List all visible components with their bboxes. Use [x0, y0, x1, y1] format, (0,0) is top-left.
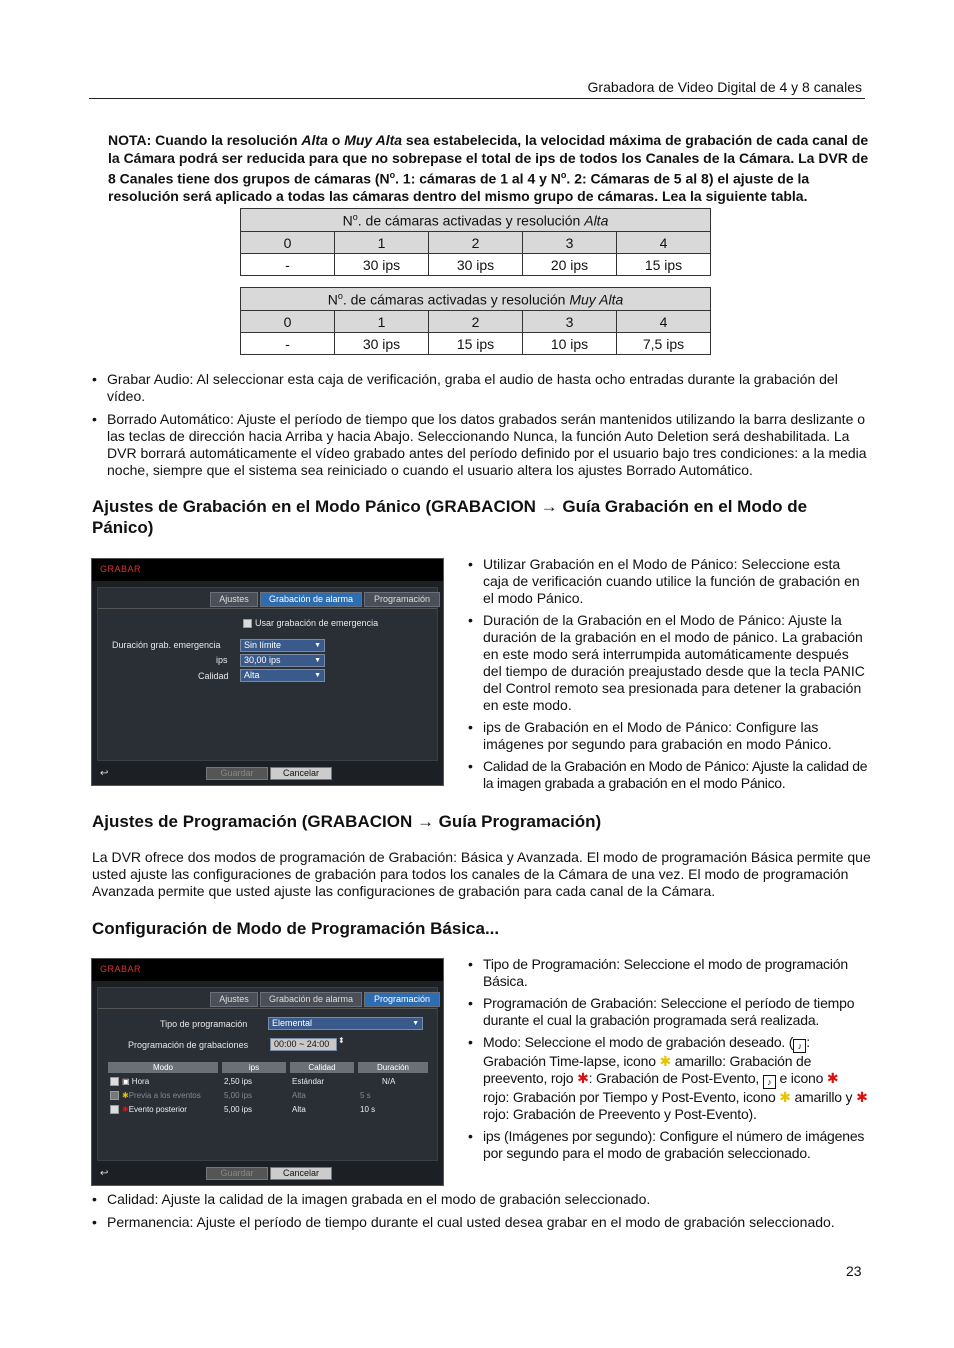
dvr-main [97, 587, 438, 761]
text-part: rojo: Grabación por Tiempo y Post-Evento, icono [483, 1089, 780, 1105]
row-mode-label: Previa a los eventos [128, 1091, 201, 1100]
row-duracion[interactable]: 10 s [360, 1105, 376, 1114]
tab-programacion[interactable]: Programación [364, 592, 440, 607]
table-cell: 2 [429, 311, 523, 333]
text-part: : Grabación de Post-Evento, [588, 1070, 763, 1086]
chevron-down-icon: ▼ [314, 657, 321, 664]
time-lapse-icon: ♪ [793, 1039, 806, 1053]
duracion-dropdown[interactable] [240, 639, 325, 652]
nota-sup-2: o [560, 170, 567, 180]
list-item: • ips de Grabación en el Modo de Pánico: Configure las imágenes por segundo para grabación en modo Pánico. [468, 719, 868, 753]
nota-alta: Alta [301, 132, 328, 148]
table-cell: 2 [429, 232, 523, 254]
row-calidad[interactable]: Alta [292, 1091, 306, 1100]
cancel-button[interactable]: Cancelar [270, 767, 332, 780]
text-part: amarillo y [790, 1089, 857, 1105]
chevron-down-icon: ▼ [314, 642, 321, 649]
bullets-bottom [92, 1191, 870, 1237]
tab-ajustes[interactable]: Ajustes [210, 992, 258, 1007]
text-part: : Grabación Time-lapse, icono [483, 1034, 810, 1069]
time-lapse-icon: ♪ [763, 1075, 776, 1089]
schedule-time-value: 00:00 ~ 24:00 [274, 1039, 330, 1049]
nota-sup-1: o [389, 170, 396, 180]
table-muy-alta-title: $N^o$. de cámaras activadas y resolución Muy Alta [241, 288, 711, 311]
list-item: • Borrado Automático: Ajuste el período de tiempo que los datos grabados serán mantenidos utilizando la barra deslizante o las teclas de dirección hacia Arriba y hacia Abajo. Seleccionando Nunca, la función Auto Deletion será deshabilitada. La DVR borrará automáticamente el vídeo grabado antes del período definido por el usuario bajo tres condiciones: a la media noche, siempre que el sistema sea reiniciado o cuando el usuario altera los ajustes Borrado Automático. [92, 411, 870, 479]
dvr-main [97, 987, 438, 1161]
table-cell: 15 ips [429, 333, 523, 355]
back-arrow-icon[interactable]: ↩ [100, 768, 109, 779]
text-part: e icono [775, 1070, 827, 1086]
label-ips: ips [216, 655, 228, 665]
list-item: • Permanencia: Ajuste el período de tiempo durante el cual usted desea grabar en el modo de grabación seleccionado. [92, 1214, 870, 1231]
table-cell: 30 ips [335, 254, 429, 276]
row-duracion: N/A [382, 1077, 396, 1086]
event-yellow-icon: ✱ [779, 1089, 791, 1105]
tipo-programacion-value: Elemental [272, 1018, 313, 1028]
spinner-icon[interactable]: ⬍ [338, 1036, 345, 1045]
list-item: • Calidad de la Grabación en Modo de Pánico: Ajuste la calidad de la imagen grabada a grabación en el modo Pánico. [468, 758, 868, 792]
save-button[interactable]: Guardar [206, 1167, 268, 1180]
text-part: rojo: Grabación de Preevento y Post-Evento). [483, 1106, 757, 1122]
row-ips[interactable]: 2,50 ips [224, 1077, 253, 1086]
table-cell: - [241, 333, 335, 355]
back-arrow-icon[interactable]: ↩ [100, 1168, 109, 1179]
dvr-topbar [92, 959, 443, 981]
bullets-top [92, 371, 870, 485]
tab-divider [98, 608, 437, 609]
table-cell: 30 ips [429, 254, 523, 276]
emergency-checkbox-label: Usar grabación de emergencia [255, 618, 379, 628]
bullets-panic [468, 556, 868, 797]
table-cell: - [241, 254, 335, 276]
table-alta-title: $N^o$. de cámaras activadas y resolución Alta [241, 209, 711, 232]
dvr-topbar [92, 559, 443, 581]
header-rule [89, 98, 865, 99]
table-cell: 15 ips [617, 254, 711, 276]
table-cell: 4 [617, 232, 711, 254]
section-title-panic: Ajustes de Grabación en el Modo Pánico (GRABACION → Guía Grabación en el Modo de Pánico) [92, 497, 808, 537]
checkbox-icon [110, 1105, 119, 1114]
page-number: 23 [846, 1263, 862, 1279]
list-item: • Tipo de Programación: Seleccione el modo de programación Básica. [468, 956, 868, 990]
event-red-icon: ✱ [856, 1089, 868, 1105]
row-mode-label: Evento posterior [128, 1105, 187, 1114]
bullets-conf [468, 956, 868, 1167]
label-tipo-programacion: Tipo de programación [160, 1019, 248, 1029]
list-item: • Calidad: Ajuste la calidad de la imagen grabada en el modo de grabación seleccionado. [92, 1191, 870, 1208]
dvr-title: GRABAR [100, 964, 142, 974]
ips-dropdown[interactable] [240, 654, 325, 667]
dvr-title: GRABAR [100, 564, 142, 574]
tab-grabacion-alarma[interactable]: Grabación de alarma [260, 592, 362, 607]
table-row[interactable] [110, 1090, 201, 1101]
table-cell: 10 ips [523, 333, 617, 355]
table-cell: 3 [523, 311, 617, 333]
schedule-time-field[interactable] [270, 1038, 337, 1051]
clock-icon: ▣ [122, 1077, 130, 1086]
nota-text-2: sea estabelecida, la velocidad máxima de grabación de cada canal de la Cámara podrá ser reducida para que no sobrepase el total de ips de todos los Canales de la Cámara. La DVR de 8 Canales tiene dos grupos de cámaras (N [108, 132, 869, 187]
event-yellow-icon: ✱ [659, 1053, 672, 1069]
grid-header-calidad: Calidad [290, 1062, 354, 1073]
nota-paragraph [108, 132, 870, 206]
table-cell: 0 [241, 232, 335, 254]
chevron-down-icon: ▼ [314, 672, 321, 679]
grid-header-ips: ips [222, 1062, 286, 1073]
nota-o: o [327, 132, 345, 148]
calidad-dropdown[interactable] [240, 669, 325, 682]
nota-text-4: . 2: Cámaras de 5 al 8) el ajuste de la resolución será aplicado a todas las cámaras dentro del mismo grupo de cámaras. Lea la siguiente tabla. [108, 170, 810, 205]
nota-muy-alta: Muy Alta [344, 132, 403, 148]
cancel-button[interactable]: Cancelar [270, 1167, 332, 1180]
table-cell: 30 ips [335, 333, 429, 355]
grid-header-modo: Modo [108, 1062, 218, 1073]
row-mode-label: Hora [131, 1077, 150, 1086]
tab-programacion[interactable]: Programación [364, 992, 440, 1007]
table-cell: 1 [335, 232, 429, 254]
checkbox-icon [243, 619, 252, 628]
table-cell: 20 ips [523, 254, 617, 276]
list-item: • Duración de la Grabación en el Modo de Pánico: Ajuste la duración de la grabación en el modo de pánico. La grabación en este modo será interrumpida automáticamente después del tiempo de duración preajustado desde que la tecla PANIC del Control remoto sea presionada para detener la grabación en este modo. [468, 612, 868, 714]
para-prog: La DVR ofrece dos modos de programación de Grabación: Básica y Avanzada. El modo de programación Básica permite que usted ajuste las configuraciones de grabación para todos los canales de la Cámara de una vez. El modo de programación Avanzada permite que usted ajuste las configuraciones de grabación para cada canal de la Cámara. [92, 849, 871, 899]
calidad-value: Alta [244, 670, 260, 680]
tipo-programacion-dropdown[interactable] [268, 1017, 423, 1030]
nota-text-3: . 1: cámaras de 1 al 4 y N [395, 170, 561, 187]
table-row[interactable] [110, 1104, 187, 1115]
text-part: Modo: Seleccione el modo de grabación deseado. ( [483, 1034, 794, 1050]
list-item: • Programación de Grabación: Seleccione el período de tiempo durante el cual la grabación programada será realizada. [468, 995, 868, 1029]
duracion-value: Sin límite [244, 640, 282, 650]
dvr-screen-panic [91, 558, 444, 786]
event-icon: ✱ [122, 1091, 129, 1100]
table-cell: 0 [241, 311, 335, 333]
chevron-down-icon: ▼ [412, 1020, 419, 1027]
checkbox-icon [110, 1091, 119, 1100]
label-programacion-grabaciones: Programación de grabaciones [128, 1040, 249, 1050]
dvr-screen-schedule [91, 958, 444, 1186]
event-red-icon: ✱ [826, 1070, 839, 1086]
row-duracion[interactable]: 5 s [360, 1091, 371, 1100]
table-alta [240, 208, 711, 276]
section-title-prog: Ajustes de Programación (GRABACION → Guía Programación) [92, 812, 602, 831]
page-header-title: Grabadora de Video Digital de 4 y 8 canales [587, 79, 862, 95]
row-calidad[interactable]: Alta [292, 1105, 306, 1114]
list-item: • Utilizar Grabación en el Modo de Pánico: Seleccione esta caja de verificación cuando utilice la función de grabación en el modo Pánico. [468, 556, 868, 607]
list-item [468, 1034, 868, 1123]
save-button[interactable]: Guardar [206, 767, 268, 780]
checkbox-icon [110, 1077, 119, 1086]
table-row[interactable] [110, 1076, 149, 1087]
row-ips[interactable]: 5,00 ips [224, 1091, 253, 1100]
label-calidad: Calidad [198, 671, 229, 681]
tab-divider [98, 1008, 437, 1009]
emergency-checkbox[interactable] [243, 618, 378, 628]
table-muy-alta [240, 287, 711, 355]
table-cell: 4 [617, 311, 711, 333]
label-duracion: Duración grab. emergencia [112, 640, 221, 650]
table-cell: 3 [523, 232, 617, 254]
row-ips[interactable]: 5,00 ips [224, 1105, 253, 1114]
grid-header-duracion: Duración [358, 1062, 428, 1073]
event-red-icon: ✱ [577, 1070, 589, 1086]
table-cell: 1 [335, 311, 429, 333]
section-title-conf: Configuración de Modo de Programación Básica... [92, 919, 500, 938]
list-item: • ips (Imágenes por segundo): Configure el número de imágenes por segundo para el modo de grabación seleccionado. [468, 1128, 868, 1162]
list-item: • Grabar Audio: Al seleccionar esta caja de verificación, graba el audio de hasta ocho entradas durante la grabación del vídeo. [92, 371, 870, 405]
tab-grabacion-alarma[interactable]: Grabación de alarma [260, 992, 362, 1007]
row-calidad[interactable]: Estándar [292, 1077, 325, 1086]
text-part: amarillo: Grabación de preevento, rojo [483, 1053, 812, 1086]
nota-text-1: NOTA: Cuando la resolución [108, 132, 302, 148]
event-icon: ✱ [122, 1105, 129, 1114]
table-cell: 7,5 ips [617, 333, 711, 355]
tab-ajustes[interactable]: Ajustes [210, 592, 258, 607]
ips-value: 30,00 ips [244, 655, 281, 665]
